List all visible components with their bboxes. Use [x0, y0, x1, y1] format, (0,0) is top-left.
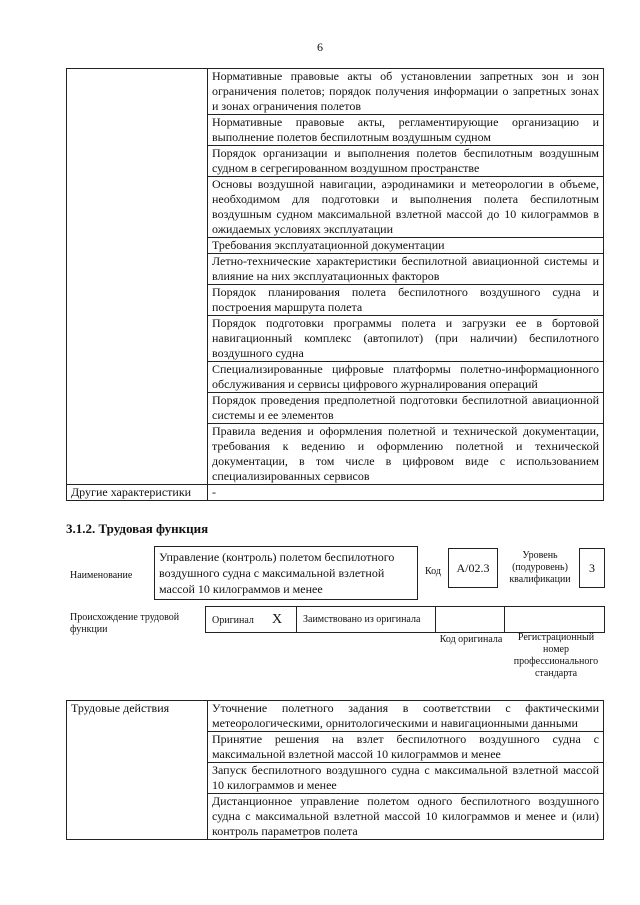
function-name-value: Управление (контроль) полетом беспилотного воздушного судна с максимальной взлетной массой 10 килограммов и менее: [159, 550, 395, 596]
knowledge-item: Специализированные цифровые платформы полетно-информационного обслуживания и сервисы цифрового журналирования операций: [208, 362, 604, 393]
reg-number-cell: [504, 606, 605, 633]
knowledge-item: Порядок подготовки программы полета и загрузки ее в бортовой навигационный комплекс (автопилот) (при наличии) беспилотного воздушного судна: [208, 316, 604, 362]
knowledge-item: Порядок организации и выполнения полетов беспилотным воздушным судном в сегрегированном воздушном пространстве: [208, 146, 604, 177]
level-box: [579, 548, 605, 588]
page-number: 6: [317, 40, 323, 54]
labor-actions-table: [66, 700, 604, 840]
code-orig-label: Код оригинала: [439, 634, 503, 645]
labor-action-item: Принятие решения на взлет беспилотного воздушного судна с максимальной взлетной массой 10 килограммов и менее: [208, 732, 604, 763]
labor-action-item: Уточнение полетного задания в соответствии с фактическими метеорологическими, орнитологическими и навигационными данными: [208, 701, 604, 732]
knowledge-item: Требования эксплуатационной документации: [208, 238, 604, 254]
other-characteristics-value: -: [208, 485, 604, 501]
knowledge-item: Правила ведения и оформления полетной и технической документации, требования к ведению и оформлению полетной и технической документации, в том числе в цифровом виде с использованием специализированных сервисов: [208, 424, 604, 485]
knowledge-table: [66, 68, 604, 501]
borrowed-cell: [296, 606, 436, 633]
knowledge-row: [67, 485, 604, 501]
labor-action-item: Дистанционное управление полетом одного беспилотного воздушного судна с максимальной взлетной массой 10 килограммов и менее и (или) контроль параметров полета: [208, 794, 604, 840]
original-mark: X: [272, 612, 283, 627]
section-heading: 3.1.2. Трудовая функция: [66, 521, 209, 536]
labor-action-row: [67, 701, 604, 732]
knowledge-item: Летно-технические характеристики беспилотной авиационной системы и влияние на них эксплуатационных факторов: [208, 254, 604, 285]
function-name-box: [154, 546, 418, 600]
borrowed-label: Заимствовано из оригинала: [303, 614, 421, 625]
origin-row: [205, 606, 605, 633]
knowledge-item: Нормативные правовые акты, регламентирующие организацию и выполнение полетов беспилотным воздушным судном: [208, 115, 604, 146]
original-label: Оригинал: [212, 615, 254, 626]
knowledge-item: Основы воздушной навигации, аэродинамики и метеорологии в объеме, необходимом для подготовки и выполнения полета беспилотным воздушным судном максимальной взлетной массой до 10 килограммов в ожидаемых условиях эксплуатации: [208, 177, 604, 238]
original-cell: [205, 606, 297, 633]
knowledge-row: [67, 69, 604, 115]
name-label: Наименование: [70, 570, 133, 581]
code-label: Код: [425, 566, 441, 577]
level-value: 3: [589, 560, 595, 575]
code-box: [448, 548, 498, 588]
knowledge-item: Порядок планирования полета беспилотного воздушного судна и построения маршрута полета: [208, 285, 604, 316]
origin-label: Происхождение трудовой функции: [70, 612, 180, 635]
other-characteristics-label: Другие характеристики: [67, 485, 208, 501]
knowledge-item: Порядок проведения предполетной подготовки беспилотной авиационной системы и ее элементов: [208, 393, 604, 424]
knowledge-item: Нормативные правовые акты об установлении запретных зон и зон ограничения полетов; порядок получения информации о запретных зонах и зонах ограничения полетов: [208, 69, 604, 115]
reg-number-label: Регистрационный номер профессионального стандарта: [513, 632, 599, 679]
labor-action-item: Запуск беспилотного воздушного судна с максимальной взлетной массой 10 килограммов и менее: [208, 763, 604, 794]
code-orig-cell: [435, 606, 505, 633]
labor-actions-label: Трудовые действия: [67, 701, 208, 840]
code-value: A/02.3: [456, 560, 490, 575]
level-label: Уровень (подуровень) квалификации: [509, 550, 571, 585]
knowledge-label-cell: [67, 69, 208, 485]
